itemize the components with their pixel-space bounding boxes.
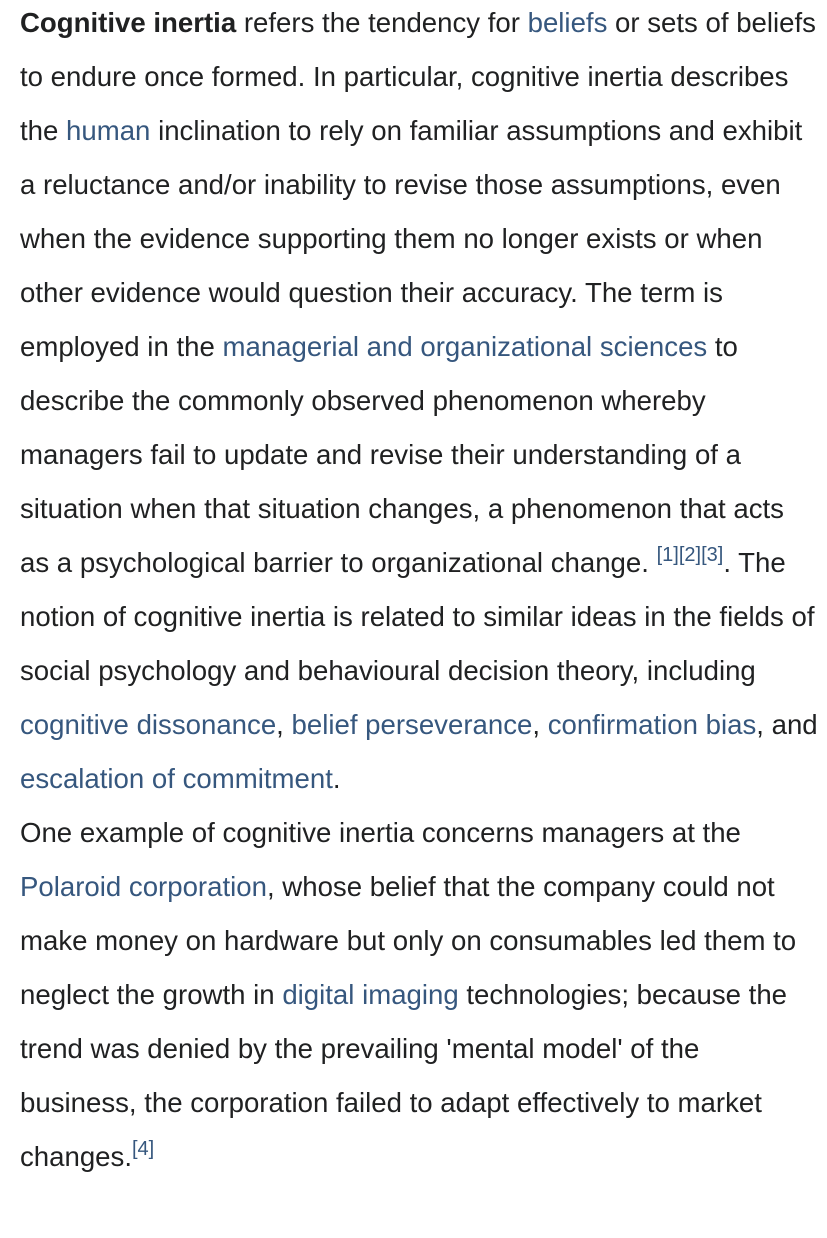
link-human[interactable]: human — [66, 115, 151, 146]
citation-3 — [701, 544, 723, 566]
link-confirmation-bias[interactable]: confirmation bias — [547, 709, 757, 740]
link-digital-imaging[interactable]: digital imaging — [282, 979, 459, 1010]
citation-2 — [679, 544, 701, 566]
link-belief-perseverance[interactable]: belief perseverance — [291, 709, 533, 740]
text-run: , whose belief that the company could not make money on hardware but only on consumables led them to neglect the growth in — [20, 871, 797, 1010]
text-run: . — [332, 763, 341, 794]
text-run: , — [532, 709, 548, 740]
citation-link-1[interactable]: [1] — [656, 544, 679, 566]
citation-4 — [132, 1138, 154, 1160]
text-run: . The notion of cognitive inertia is related to similar ideas in the fields of social psychology and behavioural decision theory, including — [20, 547, 815, 686]
text-run: One example of cognitive inertia concerns managers at the — [20, 817, 741, 848]
text-run: refers the tendency for — [236, 7, 528, 38]
link-cognitive-dissonance[interactable]: cognitive dissonance — [20, 709, 277, 740]
link-beliefs[interactable]: beliefs — [527, 7, 608, 38]
citation-link-4[interactable]: [4] — [132, 1138, 155, 1160]
article-body — [20, 0, 820, 1184]
link-managerial-organizational-sciences[interactable]: managerial and organizational sciences — [222, 331, 708, 362]
text-run: or sets of beliefs to endure once formed. In particular, cognitive inertia describes the — [20, 7, 816, 146]
link-escalation-of-commitment[interactable]: escalation of commitment — [20, 763, 333, 794]
citation-1 — [657, 544, 679, 566]
article-term: Cognitive inertia — [20, 7, 237, 38]
text-run: to describe the commonly observed phenomenon whereby managers fail to update and revise their understanding of a situation when that situation changes, a phenomenon that acts as a psychological barrier to organizational change. — [20, 331, 784, 578]
paragraph-example — [20, 806, 820, 1184]
text-run: , and — [756, 709, 818, 740]
text-run: inclination to rely on familiar assumptions and exhibit a reluctance and/or inability to revise those assumptions, even when the evidence supporting them no longer exists or when other evidence would question their accuracy. The term is employed in the — [20, 115, 803, 362]
link-polaroid-corporation[interactable]: Polaroid corporation — [20, 871, 267, 902]
text-run: , — [276, 709, 292, 740]
citation-link-3[interactable]: [3] — [701, 544, 724, 566]
citation-link-2[interactable]: [2] — [678, 544, 702, 566]
paragraph-intro — [20, 0, 820, 806]
text-run: technologies; because the trend was denied by the prevailing 'mental model' of the business, the corporation failed to adapt effectively to market changes. — [20, 979, 788, 1172]
